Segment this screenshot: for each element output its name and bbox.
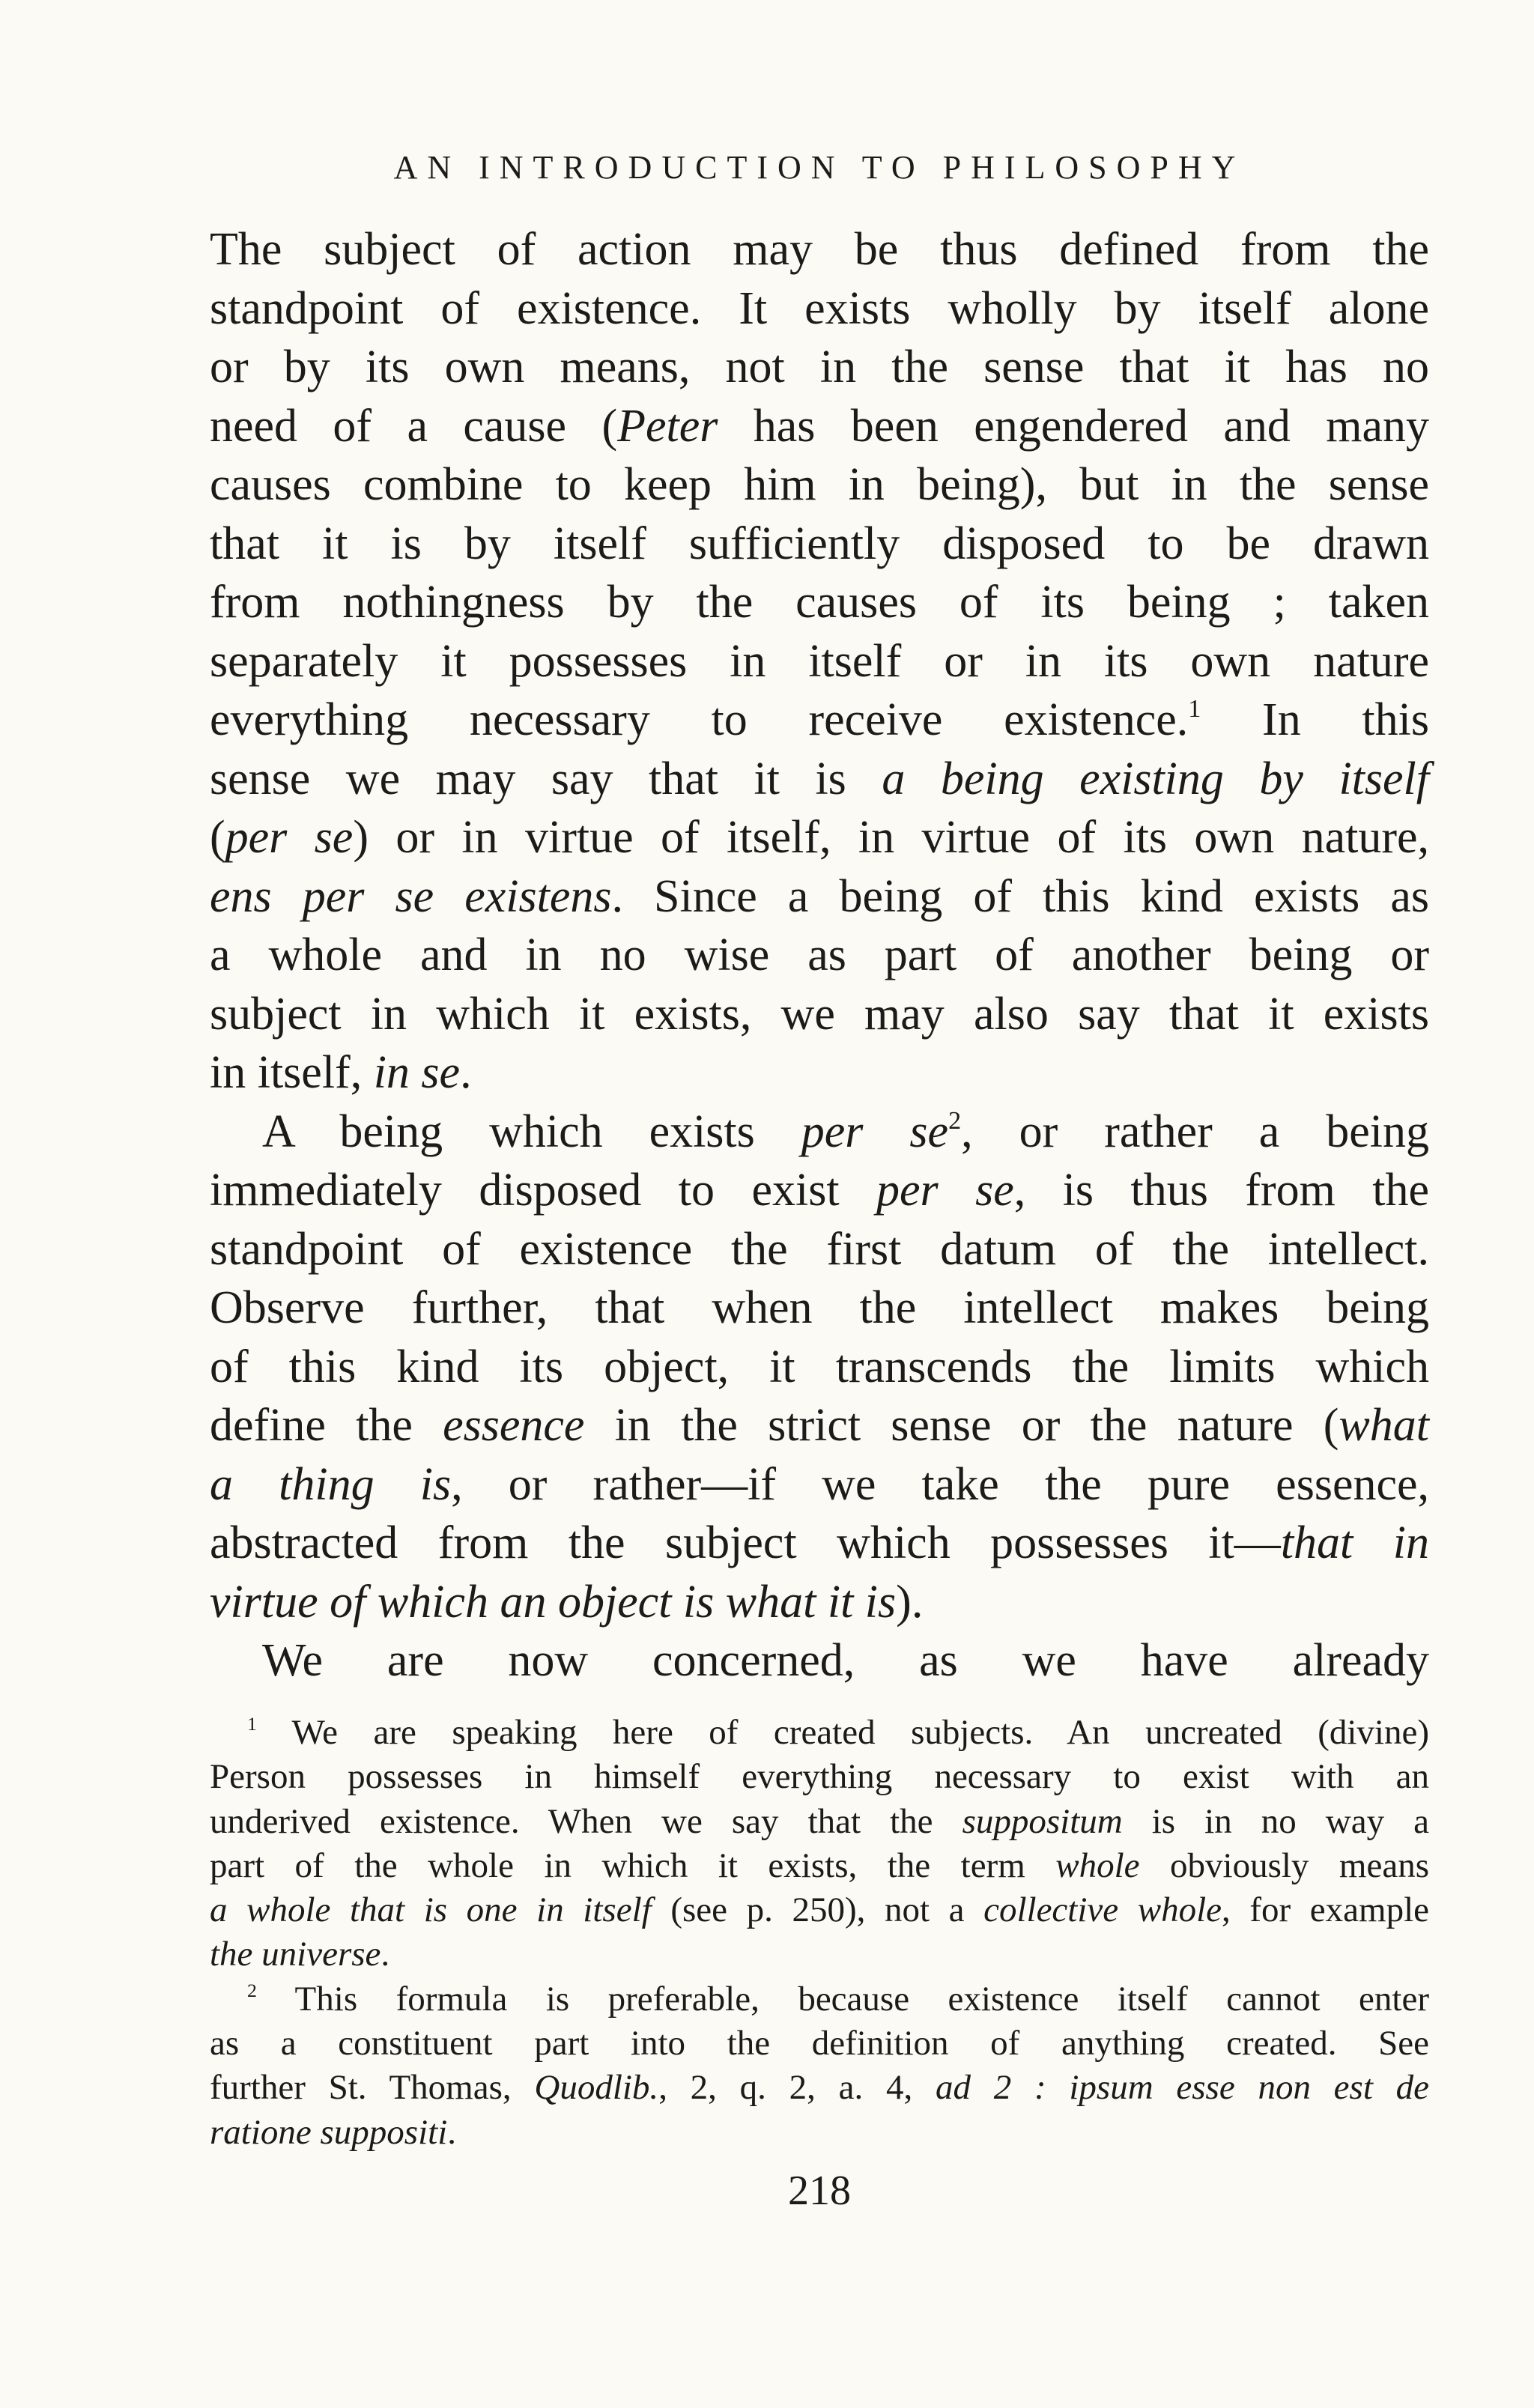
text-line: define the essence in the strict sense or the nature (what <box>210 1400 1430 1451</box>
page-number: 218 <box>788 2168 851 2214</box>
text-line: We are now concerned, as we have already <box>262 1635 1429 1686</box>
text-line: A being which exists per $se^2$, or rather a being <box>262 1106 1430 1157</box>
body-text <box>210 220 1429 1690</box>
footnote-line: underived existence. When we say that the suppositum is in no way a <box>210 1801 1429 1841</box>
text-line: standpoint of existence. It exists wholly by itself alone <box>210 282 1429 334</box>
footnote-line: $^2$ This formula is preferable, because existence itself cannot enter <box>247 1979 1429 2019</box>
footnote-line: a whole that is one in itself (see p. 250), not a collective whole, for example <box>210 1890 1429 1930</box>
footnote-number: 1 <box>247 1712 257 1735</box>
footnote-line: Person possesses in himself everything necessary to exist with an <box>210 1757 1429 1797</box>
footnotes <box>210 1711 1429 2155</box>
footnote-ref: 2 <box>948 1106 962 1135</box>
text-line: in itself, in se. <box>210 1047 472 1098</box>
text-line: need of a cause (Peter has been engendered and many <box>210 400 1429 452</box>
footnote-line: part of the whole in which it exists, the term whole obviously means <box>210 1846 1429 1885</box>
text-line: standpoint of existence the first datum of the intellect. <box>210 1223 1429 1275</box>
text-line: The subject of action may be thus defined from the <box>210 224 1429 275</box>
footnote-line: as a constituent part into the definition of anything created. See <box>210 2024 1429 2063</box>
text-line: abstracted from the subject which possesses it—that in <box>210 1517 1429 1568</box>
text-line: virtue of which an object is what it is). <box>210 1576 924 1628</box>
text-line: separately it possesses in itself or in its own nature <box>210 635 1429 687</box>
text-line: (per se) or in virtue of itself, in virtue of its own nature, <box>210 812 1429 863</box>
footnote-line: ratione suppositi. <box>210 2112 457 2152</box>
footnote-line: the universe. <box>210 1935 390 1974</box>
text-line: subject in which it exists, we may also say that it exists <box>210 988 1429 1040</box>
text-line: immediately disposed to exist per se, is thus from the <box>210 1165 1430 1216</box>
footnote-ref: 1 <box>1188 695 1201 724</box>
text-line: or by its own means, not in the sense that it has no <box>210 342 1429 392</box>
footnote-number: 2 <box>247 1979 257 2001</box>
footnote-line: further St. Thomas, Quodlib., 2, q. 2, a. 4, ad 2 : ipsum esse non est de <box>210 2068 1429 2108</box>
text-line: of this kind its object, it transcends the limits which <box>210 1341 1429 1392</box>
text-line: a thing is, or rather—if we take the pure essence, <box>210 1458 1429 1510</box>
running-head: AN INTRODUCTION TO PHILOSOPHY <box>393 149 1246 186</box>
text-line: ens per se existens. Since a being of this kind exists as <box>210 870 1429 922</box>
text-line: from nothingness by the causes of its being ; taken <box>210 577 1429 628</box>
book-page <box>210 0 1429 2408</box>
text-line: sense we may say that it is a being existing by itself <box>210 753 1429 804</box>
text-line: that it is by itself sufficiently disposed to be drawn <box>210 518 1429 569</box>
text-line: causes combine to keep him in being), but in the sense <box>210 459 1429 510</box>
text-line: a whole and in no wise as part of another being or <box>210 929 1429 980</box>
footnote-line: $^1$ We are speaking here of created subjects. An uncreated (divine) <box>247 1712 1429 1752</box>
text-line: Observe further, that when the intellect makes being <box>210 1282 1429 1333</box>
text-line: everything necessary to receive existence.$^1$ In this <box>210 694 1429 745</box>
